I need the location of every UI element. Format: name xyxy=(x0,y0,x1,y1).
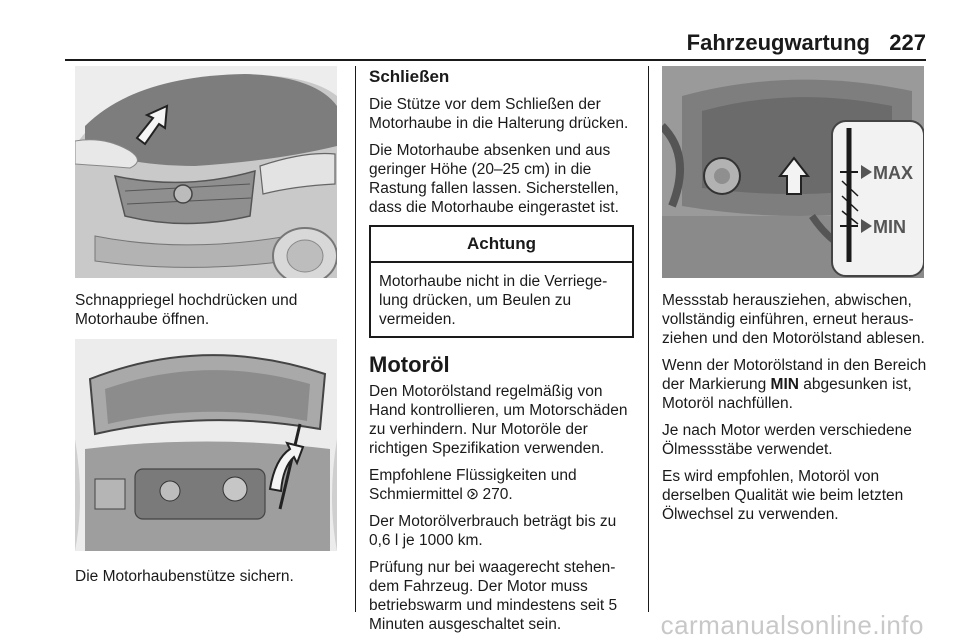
paragraph-oil-2 xyxy=(369,466,634,504)
warning-box xyxy=(369,225,634,338)
paragraph-dipstick-4: Es wird empfohlen, Motoröl von derselben Qualität wie beim letzten Ölwechsel zu verwenden. xyxy=(662,468,904,523)
paragraph-oil-4: Prüfung nur bei waagerecht stehendem Fahrzeug. Der Motor muss betriebswarm und mindestens seit 5 Minuten ausgeschaltet sein. xyxy=(369,559,618,633)
dipstick-label-max: MAX xyxy=(873,163,913,183)
dipstick-label-min: MIN xyxy=(873,217,906,237)
header-rule xyxy=(65,59,926,61)
subheading-closing: Schließen xyxy=(369,67,450,86)
paragraph-dipstick-2-after: abgesunken ist, Motoröl nachfüllen. xyxy=(662,376,912,412)
column-divider-left xyxy=(355,66,356,612)
warning-title: Achtung xyxy=(371,227,632,263)
paragraph-oil-1: Den Motorölstand regelmäßig von Hand kontrollieren, um Motorschäden zu verhindern. Nur Motoröle der richtigen Spezifikation verwenden. xyxy=(369,383,628,457)
paragraph-oil-3: Der Motorölverbrauch beträgt bis zu 0,6 l je 1000 km. xyxy=(369,513,617,549)
column-right xyxy=(662,291,930,532)
column-middle xyxy=(369,67,634,642)
paragraph-dipstick-2-before: Wenn der Motorölstand in den Bereich der Markierung xyxy=(662,357,927,393)
min-mark-bold: MIN xyxy=(770,376,799,393)
warning-text: Motorhaube nicht in die Verriegelung drücken, um Beulen zu vermeiden. xyxy=(379,273,608,328)
running-header-title: Fahrzeugwartung xyxy=(686,30,870,55)
paragraph-closing-2: Die Motorhaube absenken und aus geringer Höhe (20–25 cm) in die Rastung fallen lassen. Sicherstellen, dass die Motorhaube eingerastet ist. xyxy=(369,142,619,216)
column-divider-right xyxy=(648,66,649,612)
paragraph-oil-2-text: Empfohlene Flüssigkeiten und Schmiermittel xyxy=(369,467,577,503)
caption-hood-latch: Schnappriegel hochdrücken und Motorhaube öffnen. xyxy=(75,292,298,328)
page-reference-icon xyxy=(467,485,478,504)
caption-hood-prop: Die Motorhaubenstütze sichern. xyxy=(75,568,294,585)
watermark: carmanualsonline.info xyxy=(660,610,924,640)
paragraph-dipstick-3: Je nach Motor werden verschiedene Ölmessstäbe verwendet. xyxy=(662,422,912,458)
figure-hood-latch xyxy=(75,66,337,278)
figure-dipstick xyxy=(662,66,924,278)
page-reference-link[interactable]: 270. xyxy=(482,486,513,503)
paragraph-dipstick-1: Messstab herausziehen, abwischen, vollständig einführen, erneut herausziehen und den Motorölstand ablesen. xyxy=(662,292,925,347)
page-number: 227 xyxy=(889,30,926,55)
paragraph-dipstick-2 xyxy=(662,356,930,413)
section-heading-engine-oil: Motoröl xyxy=(369,352,450,377)
figure-hood-prop xyxy=(75,339,337,551)
paragraph-closing-1: Die Stütze vor dem Schließen der Motorhaube in die Halterung drücken. xyxy=(369,96,629,132)
